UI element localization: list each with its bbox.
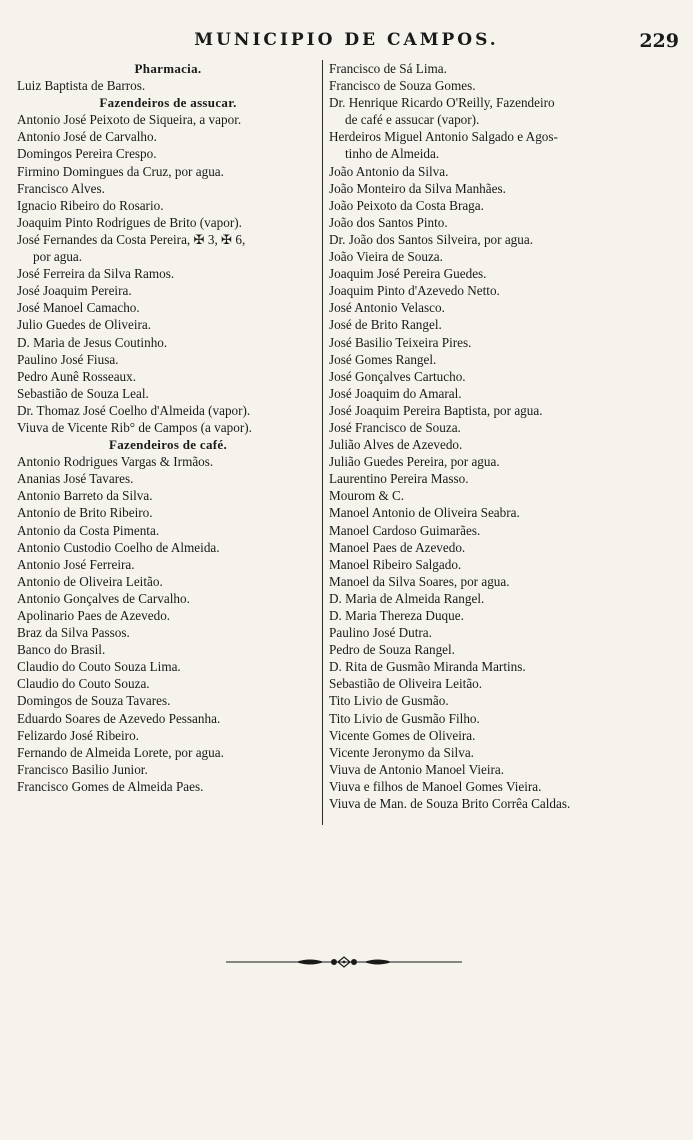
list-item: Francisco Basilio Junior.	[17, 761, 148, 777]
list-item: Herdeiros Miguel Antonio Salgado e Agos-	[329, 129, 558, 145]
list-item: Dr. Henrique Ricardo O'Reilly, Fazendeiro	[329, 95, 555, 111]
list-item: Viuva de Antonio Manoel Vieira.	[329, 761, 505, 777]
list-item: Julião Alves de Azevedo.	[329, 437, 463, 453]
list-item: Laurentino Pereira Masso.	[329, 471, 469, 487]
list-item: Claudio do Couto Souza Lima.	[17, 659, 181, 675]
list-item: Viuva de Man. de Souza Brito Corrêa Caldas.	[329, 796, 571, 812]
list-item: Pedro de Souza Rangel.	[329, 642, 455, 658]
list-item: Mourom & C.	[329, 488, 405, 504]
list-item: Apolinario Paes de Azevedo.	[17, 608, 171, 623]
list-item: D. Rita de Gusmão Miranda Martins.	[329, 659, 526, 675]
list-item: Eduardo Soares de Azevedo Pessanha.	[17, 710, 221, 726]
list-item: Antonio de Brito Ribeiro.	[17, 505, 153, 521]
list-item: Paulino José Fiusa.	[17, 351, 119, 367]
list-item: D. Maria Thereza Duque.	[329, 608, 464, 623]
list-item: Domingos de Souza Tavares.	[17, 693, 171, 709]
list-item: José Joaquim do Amaral.	[329, 385, 462, 401]
page-title: MUNICIPIO DE CAMPOS.	[194, 30, 499, 50]
list-item: Sebastião de Oliveira Leitão.	[329, 676, 483, 692]
cafe-list	[17, 453, 319, 795]
list-item: Antonio José Ferreira.	[17, 556, 135, 572]
list-item: Tito Livio de Gusmão Filho.	[329, 710, 480, 726]
list-item: Dr. Thomaz José Coelho d'Almeida (vapor).	[17, 402, 251, 418]
list-item: José Gomes Rangel.	[329, 351, 437, 367]
list-item: D. Maria de Jesus Coutinho.	[17, 334, 168, 350]
list-item: José Basilio Teixeira Pires.	[329, 334, 472, 350]
list-item: Manoel Paes de Azevedo.	[329, 539, 466, 555]
list-item: João dos Santos Pinto.	[329, 214, 448, 230]
list-item: Viuva de Vicente Rib° de Campos (a vapor).	[17, 419, 252, 435]
list-item: José de Brito Rangel.	[329, 317, 442, 333]
list-item: Antonio José de Carvalho.	[17, 129, 157, 145]
list-item: João Vieira de Souza.	[329, 249, 443, 265]
page-header	[0, 30, 693, 54]
list-item: D. Maria de Almeida Rangel.	[329, 590, 485, 606]
list-item: João Monteiro da Silva Manhães.	[329, 180, 506, 196]
column-divider	[322, 60, 323, 825]
list-item: Braz da Silva Passos.	[17, 625, 130, 641]
list-item: Antonio Custodio Coelho de Almeida.	[17, 539, 220, 555]
list-item: Ignacio Ribeiro do Rosario.	[17, 197, 164, 213]
list-item: Manoel Cardoso Guimarães.	[329, 522, 481, 538]
list-item: Francisco de Sá Lima.	[329, 61, 447, 76]
list-item: Manoel Antonio de Oliveira Seabra.	[329, 505, 520, 521]
section-heading-fazendeiros-assucar: Fazendeiros de assucar.	[99, 95, 237, 111]
list-item: Dr. João dos Santos Silveira, por agua.	[329, 231, 534, 247]
list-item: Paulino José Dutra.	[329, 625, 432, 641]
list-item: Tito Livio de Gusmão.	[329, 693, 449, 709]
list-item: José Joaquim Pereira.	[17, 283, 132, 299]
list-item: Joaquim Pinto d'Azevedo Netto.	[329, 283, 500, 299]
ornament-rule-icon	[226, 954, 462, 970]
list-item: Manoel da Silva Soares, por agua.	[329, 573, 510, 589]
section-heading-fazendeiros-cafe: Fazendeiros de café.	[108, 437, 228, 453]
list-item: Ananias José Tavares.	[17, 471, 134, 487]
list-item: Francisco de Souza Gomes.	[329, 78, 476, 94]
list-item: Luiz Baptista de Barros.	[17, 78, 146, 94]
list-item: José Manoel Camacho.	[17, 300, 140, 316]
list-item: José Joaquim Pereira Baptista, por agua.	[329, 402, 543, 418]
list-item: José Ferreira da Silva Ramos.	[17, 266, 175, 282]
list-item: Felizardo José Ribeiro.	[17, 727, 139, 743]
list-item: José Francisco de Souza.	[329, 419, 461, 435]
left-column	[17, 60, 319, 795]
list-item: Antonio Gonçalves de Carvalho.	[17, 590, 190, 606]
list-item: Sebastião de Souza Leal.	[17, 385, 149, 401]
list-item: Viuva e filhos de Manoel Gomes Vieira.	[329, 778, 542, 794]
assucar-list	[17, 111, 319, 436]
list-item: Joaquim José Pereira Guedes.	[329, 266, 487, 282]
list-item: Antonio José Peixoto de Siqueira, a vapor.	[17, 112, 242, 128]
list-item-continuation: tinho de Almeida.	[345, 146, 440, 162]
list-item: Vicente Jeronymo da Silva.	[329, 744, 474, 760]
list-item: Domingos Pereira Crespo.	[17, 146, 157, 162]
section-heading-pharmacia: Pharmacia.	[134, 61, 202, 76]
list-item: Fernando de Almeida Lorete, por agua.	[17, 744, 224, 760]
list-item-continuation: de café e assucar (vapor).	[345, 112, 480, 128]
list-item: Banco do Brasil.	[17, 642, 106, 658]
list-item-continuation: por agua.	[33, 249, 83, 265]
list-item: Antonio da Costa Pimenta.	[17, 522, 160, 538]
list-item: Claudio do Couto Souza.	[17, 676, 150, 692]
list-item: Manoel Ribeiro Salgado.	[329, 556, 462, 572]
list-item: Francisco Gomes de Almeida Paes.	[17, 778, 204, 794]
list-item: José Antonio Velasco.	[329, 300, 445, 316]
list-item: Francisco Alves.	[17, 180, 105, 196]
list-item: Firmino Domingues da Cruz, por agua.	[17, 163, 224, 179]
list-item: João Peixoto da Costa Braga.	[329, 197, 484, 213]
list-item: Antonio Rodrigues Vargas & Irmãos.	[17, 454, 214, 470]
list-item: Julio Guedes de Oliveira.	[17, 317, 152, 333]
list-item: José Fernandes da Costa Pereira, ✠ 3, ✠ 6,	[17, 231, 246, 247]
list-item: Antonio Barreto da Silva.	[17, 488, 153, 504]
list-item: João Antonio da Silva.	[329, 163, 449, 179]
list-item: José Gonçalves Cartucho.	[329, 368, 466, 384]
right-column	[329, 60, 679, 812]
list-item: Joaquim Pinto Rodrigues de Brito (vapor).	[17, 214, 242, 230]
list-item: Antonio de Oliveira Leitão.	[17, 573, 163, 589]
list-item: Julião Guedes Pereira, por agua.	[329, 454, 500, 470]
page-number: 229	[639, 30, 679, 52]
list-item: Vicente Gomes de Oliveira.	[329, 727, 476, 743]
list-item: Pedro Aunê Rosseaux.	[17, 368, 137, 384]
